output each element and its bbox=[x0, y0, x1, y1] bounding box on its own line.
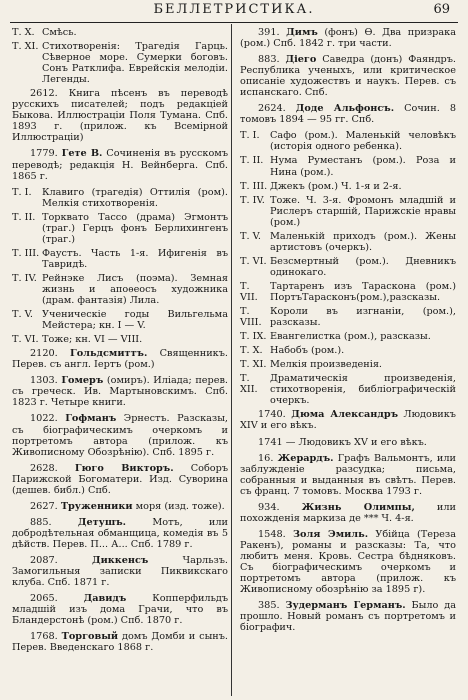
volume-entry bbox=[12, 309, 228, 331]
left-column bbox=[12, 27, 228, 658]
entry-number: 1768. bbox=[30, 631, 58, 643]
volume-contents: Рейнэке Лисъ (поэма). Земная жизнь и апоѳеосъ художника (драм. фантазія) Лила. bbox=[42, 272, 228, 307]
entry-text: Книга пѣсенъ въ переводѣ русскихъ писателей; подъ редакціей Быкова. Иллюстраціи Поля Тумана. Спб. 1893 г. (прилож. къ Всемірной Иллюстраціи) bbox=[12, 88, 228, 144]
volume-entry bbox=[12, 334, 228, 345]
catalog-entry bbox=[12, 88, 228, 143]
running-title: БЕЛЛЕТРИСТИКА. bbox=[153, 2, 315, 17]
volume-contents: Тартаренъ изъ Тараскона (ром.) ПортъТарасконъ(ром.),разсказы. bbox=[270, 280, 456, 303]
volume-contents: Смѣсь. bbox=[42, 27, 77, 38]
entry-author: Гете В. bbox=[61, 148, 103, 160]
entry-number: 16. bbox=[258, 452, 274, 464]
entry-author: Жерардъ. bbox=[277, 452, 334, 464]
entry-author: Зудерманъ Германъ. bbox=[285, 600, 406, 612]
entry-text: Сочин. 8 томовъ 1894 — 95 гг. Спб. bbox=[240, 103, 456, 126]
entry-number: 1548. bbox=[258, 528, 286, 540]
volume-contents: Стихотворенія: Трагедія Гарць. Сѣверное море. Сумерки боговъ. Сонъ Ратклифа. Еврейскія мелодіи. Легенды. bbox=[42, 41, 228, 86]
catalog-entry bbox=[12, 348, 228, 370]
volume-contents: Ученическіе годы Вильгельма Мейстера; кн. I — V. bbox=[42, 309, 228, 332]
volume-number: Т. VI. bbox=[240, 255, 267, 267]
entry-number: 1022. bbox=[30, 413, 58, 425]
catalog-entry bbox=[12, 593, 228, 626]
volume-number: Т. X. bbox=[12, 27, 35, 38]
entry-text: Мотъ, или добродѣтельная обманщица, комедія въ 5 дѣйств. Перев. П... А... Спб. 1789 г. bbox=[12, 516, 228, 550]
entry-text: — Людовикъ XV и его вѣкъ. bbox=[285, 436, 427, 448]
entry-author: Золя Эмиль. bbox=[293, 528, 369, 540]
volume-entry bbox=[240, 359, 456, 370]
volume-entry bbox=[240, 331, 456, 342]
entry-number: 2612. bbox=[30, 88, 58, 100]
volume-contents: Сафо (ром.). Маленькій человѣкъ (исторія одного ребенка). bbox=[270, 130, 456, 153]
entry-text: Саведра (донъ) Фаяндръ. Республика ученыхъ, или критическое описаніе художествъ и наукъ. Перев. съ испанскаго. Спб. bbox=[240, 54, 456, 99]
volume-number: Т. VIII. bbox=[240, 306, 262, 329]
entry-number: 391. bbox=[258, 27, 280, 38]
entry-number: 2065. bbox=[30, 593, 58, 605]
entry-author: Гольдсмиттъ. bbox=[70, 348, 148, 360]
entry-author: Діего bbox=[285, 54, 317, 66]
catalog-entry bbox=[12, 555, 228, 588]
volume-contents: Тоже; кн. VI — VIII. bbox=[42, 334, 143, 346]
volume-contents: Короли въ изгнаніи, (ром.), разсказы. bbox=[270, 306, 456, 329]
page-number: 69 bbox=[433, 2, 450, 17]
catalog-entry bbox=[240, 453, 456, 497]
entry-text: или похожденія маркиза де *** Ч. 4-я. bbox=[240, 501, 456, 524]
entry-text: Чарльзъ. Замогильныя записки Пиквикскаго клуба. Спб. 1871 г. bbox=[12, 554, 228, 589]
volume-number: Т. IX. bbox=[240, 331, 267, 343]
header-rule bbox=[10, 22, 458, 23]
catalog-entry bbox=[240, 502, 456, 524]
volume-number: Т. V. bbox=[240, 230, 262, 242]
volume-number: Т. I. bbox=[12, 186, 32, 198]
entry-author: Давидъ bbox=[83, 593, 127, 605]
volume-entry bbox=[240, 231, 456, 253]
catalog-entry bbox=[240, 409, 456, 431]
catalog-entry bbox=[240, 529, 456, 595]
entry-number: 385. bbox=[258, 600, 280, 612]
volume-contents: Торквато Тассо (драма) Эгмонтъ (траг.) Герцъ фонъ Берлихингенъ (траг.) bbox=[42, 211, 228, 245]
volume-entry bbox=[12, 187, 228, 209]
entry-author: Торговый bbox=[61, 631, 119, 643]
entry-number: 885. bbox=[30, 516, 52, 528]
volume-number: Т. I. bbox=[240, 130, 260, 142]
entry-author: Гофманъ bbox=[65, 413, 117, 425]
volume-entry bbox=[240, 155, 456, 177]
catalog-entry bbox=[240, 27, 456, 49]
entry-number: 2627. bbox=[30, 500, 58, 512]
right-column bbox=[240, 27, 456, 638]
volume-entry bbox=[240, 373, 456, 406]
volume-contents: Драматическія произведенія, стихотворенія, библіографическій очеркъ. bbox=[270, 373, 456, 407]
catalog-entry bbox=[12, 375, 228, 408]
volume-entry bbox=[12, 212, 228, 245]
volume-entry bbox=[240, 256, 456, 278]
volume-contents: Нума Руместанъ (ром.). Роза и Нина (ром.). bbox=[270, 155, 456, 178]
volume-number: Т. III. bbox=[240, 180, 268, 192]
volume-contents: Тоже. Ч. 3-я. Фромонъ младшій и Рислеръ старшій, Парижскіе нравы (ром.) bbox=[270, 194, 456, 228]
entry-text: Эрнестъ. Разсказы, съ біографическимъ очеркомъ и портретомъ автора (прилож. къ Живописному Обозрѣнію). Спб. 1895 г. bbox=[12, 413, 228, 458]
entry-author: Дюма Александръ bbox=[291, 409, 399, 421]
volume-entry bbox=[240, 281, 456, 303]
catalog-entry bbox=[12, 413, 228, 457]
entry-text: (омиръ). Иліада; перев. съ греческ. Ив. Мартыновскимъ. Спб. 1823 г. Четыре книги. bbox=[12, 375, 228, 409]
catalog-entry bbox=[240, 437, 456, 448]
volume-contents: Клавиго (трагедія) Оттилія (ром). Мелкія стихотворенія. bbox=[42, 186, 228, 209]
catalog-entry bbox=[240, 103, 456, 125]
entry-text: (фонъ) Ѳ. Два призрака (ром.) Спб. 1842 г. три части. bbox=[240, 27, 456, 50]
entry-author: Димъ bbox=[286, 27, 318, 38]
entry-author: Детушъ. bbox=[77, 516, 127, 528]
entry-author: Труженники bbox=[60, 500, 133, 512]
volume-entry bbox=[12, 41, 228, 85]
catalog-entry bbox=[12, 517, 228, 550]
volume-number: Т. XII. bbox=[240, 373, 258, 396]
volume-number: Т. VI. bbox=[12, 334, 39, 346]
entry-text: Людовикъ XIV и его вѣкъ. bbox=[240, 409, 456, 432]
entry-author: Диккенсъ bbox=[91, 554, 149, 566]
entry-text: Копперфильдъ младшій изъ дома Грачи, что въ Бландерстонѣ (ром.) Спб. 1870 г. bbox=[12, 593, 228, 627]
volume-number: Т. II. bbox=[240, 155, 264, 167]
volume-number: Т. V. bbox=[12, 309, 34, 321]
volume-number: Т. X. bbox=[240, 345, 263, 357]
column-divider bbox=[231, 24, 232, 696]
volume-entry bbox=[12, 27, 228, 38]
volume-contents: Набобъ (ром.). bbox=[270, 345, 345, 357]
volume-number: Т. IV. bbox=[240, 194, 265, 206]
volume-entry bbox=[240, 181, 456, 192]
volume-number: Т. VII. bbox=[240, 280, 258, 303]
entry-text: Было да прошло. Новый романъ съ портретомъ и біографич. bbox=[240, 600, 456, 634]
entry-number: 1779. bbox=[30, 148, 58, 160]
entry-number: 2624. bbox=[258, 103, 286, 115]
entry-text: домъ Домби и сынъ. Перев. Введенскаго 1868 г. bbox=[12, 631, 228, 654]
volume-entry bbox=[12, 273, 228, 306]
entry-text: Убійца (Тереза Ракенъ), романы и разсказы: Та, что любитъ меня. Кровь. Сестра бѣдняковъ. Съ біографическимъ очеркомъ и портретомъ автора (прилож. къ Живописному обозрѣнію за 1895 г). bbox=[240, 528, 456, 596]
volume-entry bbox=[240, 130, 456, 152]
volume-number: Т. II. bbox=[12, 211, 36, 223]
entry-author: Гомеръ bbox=[61, 375, 104, 387]
volume-contents: Фаустъ. Часть 1-я. Ифигенія въ Тавридѣ. bbox=[42, 247, 228, 270]
entry-text: Соборъ Парижской Богоматери. Изд. Суворина (дешев. библ.) Спб. bbox=[12, 462, 228, 496]
entry-number: 1303. bbox=[30, 375, 58, 387]
catalog-entry bbox=[12, 501, 228, 512]
volume-entry bbox=[240, 306, 456, 328]
volume-number: Т. IV. bbox=[12, 272, 37, 284]
volume-number: Т. XI. bbox=[240, 359, 267, 371]
catalog-entry bbox=[240, 54, 456, 98]
volume-entry bbox=[240, 195, 456, 228]
page-header bbox=[0, 0, 468, 24]
catalog-entry bbox=[12, 148, 228, 181]
volume-number: Т. III. bbox=[12, 247, 40, 259]
catalog-entry bbox=[240, 600, 456, 633]
entry-author: Доде Альфонсъ. bbox=[295, 103, 395, 115]
entry-text: Священникъ. Перев. съ англ. Іертъ (ром.) bbox=[12, 348, 228, 371]
volume-entry bbox=[12, 248, 228, 270]
volume-contents: Безсмертный (ром.). Дневникъ одинокаго. bbox=[270, 255, 456, 278]
entry-number: 883. bbox=[258, 54, 280, 66]
catalog-entry bbox=[12, 463, 228, 496]
entry-author: Гюго Викторъ. bbox=[74, 462, 174, 474]
volume-contents: Джекъ (ром.) Ч. 1-я и 2-я. bbox=[270, 180, 402, 192]
volume-contents: Маленькій приходъ (ром.). Жены артистовъ (очеркъ). bbox=[270, 230, 456, 253]
entry-text: моря (изд. тоже). bbox=[135, 500, 225, 512]
entry-text: Сочиненія въ русскомъ переводѣ; редакція Н. Вейнберга. Спб. 1865 г. bbox=[12, 148, 228, 182]
volume-contents: Мелкія произведенія. bbox=[270, 359, 383, 371]
entry-number: 2087. bbox=[30, 554, 58, 566]
entry-number: 1741 bbox=[258, 436, 283, 448]
catalog-entry bbox=[12, 631, 228, 653]
entry-number: 1740. bbox=[258, 409, 286, 421]
volume-number: Т. XI. bbox=[12, 41, 39, 53]
entry-author: Жизнь Олимпы, bbox=[301, 501, 415, 513]
entry-text: Графъ Вальмонтъ, или заблужденіе разсудка; письма, собранныя и выданныя въ свѣтъ. Перев. съ франц. 7 томовъ. Москва 1793 г. bbox=[240, 452, 456, 497]
entry-number: 2120. bbox=[30, 348, 58, 360]
volume-entry bbox=[240, 345, 456, 356]
entry-number: 934. bbox=[258, 501, 280, 513]
volume-contents: Евангелистка (ром.), разсказы. bbox=[270, 331, 431, 343]
entry-number: 2628. bbox=[30, 462, 58, 474]
